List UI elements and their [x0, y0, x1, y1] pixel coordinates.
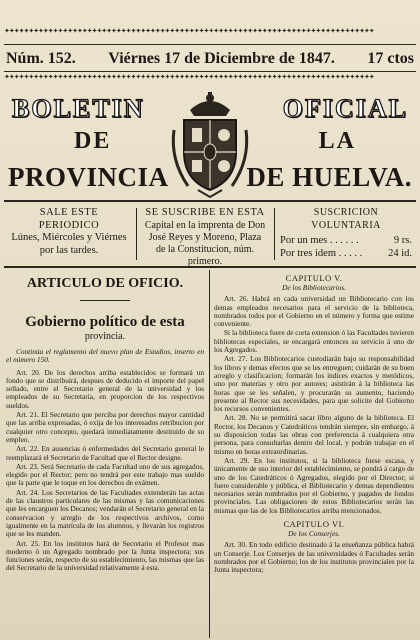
right-paragraph: Si la biblioteca fuere de corta extension ó las Facultades tuvieren bibliotecas especiales, se encargará entonces su servicio á uno de los Agregados. — [214, 328, 414, 355]
voluntary-row-2 — [280, 248, 412, 261]
issue-date: Viérnes 17 de Diciembre de 1847. — [108, 50, 335, 67]
intro-note: Continúa el reglamento del nuevo plan de Estudios, inserto en el número 150. — [6, 347, 204, 365]
right-paragraph: Art. 27. Los Bibliotecarios custodiarán bajo su responsabilidad los libros y demas efectos que se les entreguen; cuidarán de su buen arreglo y clasificacion; formarán los índices exactos y metódicos, uno por materias y otro por autores; asistirán á la biblioteca las horas que se les señalen, y procurarán su aumento, haciendo presente al Rector sus necesidades, para que solicite del Gobierno los recursos convenientes. — [214, 354, 414, 414]
right-paragraph: Art. 29. En los institutos, si la biblioteca fuese escasa, y únicamente de uso interior del establecimiento, se pondrá á cargo de uno de los Catedráticos ó Agregados, elegido por el Director; si fuere considerable y pública, el Bibliotecario y demas dependientes necesarios serán nombrados por el Gobierno, y pagados de fondos provinciales. Las obligaciones de estos Bibliotecarios serán las mismas que las de los Bibliotecarios arriba mencionados. — [214, 455, 414, 515]
voluntary-row-2-value: 24 id. — [388, 247, 412, 259]
voluntary-row-1-value: 9 rs. — [393, 235, 412, 246]
top-rule — [4, 44, 416, 45]
right-column — [214, 272, 414, 576]
left-paragraph: Art. 21. El Secretario que perciba por derechos mayor cantidad que las arriba expresadas, ó exija de los interesados retribucion por cualquier otro concepto, quedará inmediatamente destituido de su empleo. — [6, 410, 204, 444]
subscribe-title: SE SUSCRIBE EN ESTA — [145, 207, 265, 218]
voluntary-row-1 — [280, 235, 412, 248]
dateline — [6, 49, 414, 69]
top-ornament-border: ✦✦✦✦✦✦✦✦✦✦✦✦✦✦✦✦✦✦✦✦✦✦✦✦✦✦✦✦✦✦✦✦✦✦✦✦✦✦✦✦✦✦✦✦✦✦✦✦✦✦✦✦✦✦✦✦✦✦✦✦✦✦✦✦✦✦✦✦✦✦✦✦✦✦✦✦ — [4, 28, 374, 34]
voluntary-box — [276, 205, 416, 263]
voluntary-row-2-label: Por tres idem . . . . . — [280, 247, 363, 259]
column-divider — [209, 270, 210, 638]
periodicity-box — [4, 205, 134, 263]
left-paragraph: Art. 25. En los institutos hará de Secretario el Profesor mas moderno ó un Agregado nombrado por la Junta inspectora; sus funciones serán, respecto de su establecimiento, las mismas que las del Secretario de la universidad relativamente á esta. — [6, 538, 204, 573]
issue-number: Núm. 152. — [6, 50, 76, 67]
title-de: DE — [74, 127, 112, 154]
subscribe-box — [138, 205, 272, 267]
right-paragraph: Art. 28. No se permitirá sacar libro alguno de la biblioteca. El Rector, los Decanos y Catedráticos tendrán siempre, sin embargo, á su disposicion todas las obras con preferencia á cualquiera otra persona, para consultarlas dentro del local, y podrán trabajar en el mismo en horas extraordinarias. — [214, 413, 414, 456]
title-boletin: BOLETIN — [12, 94, 145, 123]
left-column — [6, 272, 204, 574]
dateline-ornament: ✦✦✦✦✦✦✦✦✦✦✦✦✦✦✦✦✦✦✦✦✦✦✦✦✦✦✦✦✦✦✦✦✦✦✦✦✦✦✦✦✦✦✦✦✦✦✦✦✦✦✦✦✦✦✦✦✦✦✦✦✦✦✦✦✦✦✦✦✦✦✦✦✦✦✦✦ — [4, 74, 374, 80]
subscribe-body: Capital en la imprenta de Don José Reyes y Moreno, Plaza de la Constitucion, núm. primero. — [144, 219, 266, 267]
heading-provincia: provincia. — [84, 331, 126, 342]
dateline-rule-top — [4, 71, 416, 72]
masthead-bottom-rule — [4, 200, 416, 202]
periodicity-title: SALE ESTE PERIODICO — [38, 207, 100, 231]
left-paragraph: Art. 20. De los derechos arriba establecidos se formará un fondo que se distribuirá, despues de deducido el importe del papel sellado, entre el Secretario general de la universidad y los empleados de su Secretaría, en proporcion de los respectivos sueldos. — [6, 367, 204, 410]
chapter-6-subtitle: De los Conserjes. — [288, 529, 340, 539]
left-paragraph: Art. 23. Será Secretario de cada Facultad uno de sus agregados, elegido por el Rector; pero no tendrá por este trabajo mas sueldo que la parte que le toque en los derechos de exámen. — [6, 461, 204, 488]
periodicity-body: Lúnes, Miércoles y Viérnes por las tardes. — [11, 232, 127, 256]
title-la: LA — [318, 127, 356, 154]
heading-gobierno-politico: Gobierno político de esta — [25, 314, 185, 330]
issue-price: 17 ctos — [367, 50, 414, 67]
title-oficial: OFICIAL — [282, 94, 408, 123]
title-provincia: PROVINCIA — [8, 161, 169, 192]
title-de-huelva: DE HUELVA. — [246, 161, 412, 192]
chapter-5-title: CAPITULO V. — [285, 273, 343, 283]
royal-coat-of-arms-icon — [168, 90, 252, 198]
voluntary-row-1-label: Por un mes . . . . . . — [280, 235, 359, 246]
info-bottom-rule — [4, 266, 416, 268]
left-paragraph: Art. 22. En ausencias ó enfermedades del Secretario general le reemplazará el Secretario de Facultad que el Rector designe. — [6, 444, 204, 462]
section-separator — [80, 300, 130, 301]
voluntary-title: SUSCRICION VOLUNTARIA — [311, 207, 381, 231]
chapter-6-title: CAPITULO VI. — [283, 519, 345, 530]
section-articulo-de-oficio: ARTICULO DE OFICIO. — [26, 276, 184, 291]
right-paragraph: Art. 30. En todo edificio destinado á la enseñanza pública habrá un Conserje. Los Conserjes de las universidades ó Facultades serán nombrados por el Gobierno; los de los institutos provinciales por la Junta inspectora; — [214, 540, 414, 575]
left-paragraph: Art. 24. Los Secretarios de las Facultades extenderán las actas de las claustros particulares de las mismas y las comunicaciones que les encarguen los Decanos; vendarán el Secretario general en la conservacion y arreglo de los respectivos archivos, como igualmente en la matrícula de los alumnos, y llevarán los registros que se les manden. — [6, 487, 204, 539]
info-divider-1 — [136, 208, 137, 260]
right-paragraph: Art. 26. Habrá en cada universidad un Bibliotecario con los demas empleados necesarios para el servicio de la biblioteca, nombrados todos por el Gobierno en el número y forma que estime conveniente. — [214, 294, 414, 329]
info-divider-2 — [274, 208, 275, 260]
chapter-5-subtitle: De los Bibliotecarios. — [282, 283, 346, 292]
